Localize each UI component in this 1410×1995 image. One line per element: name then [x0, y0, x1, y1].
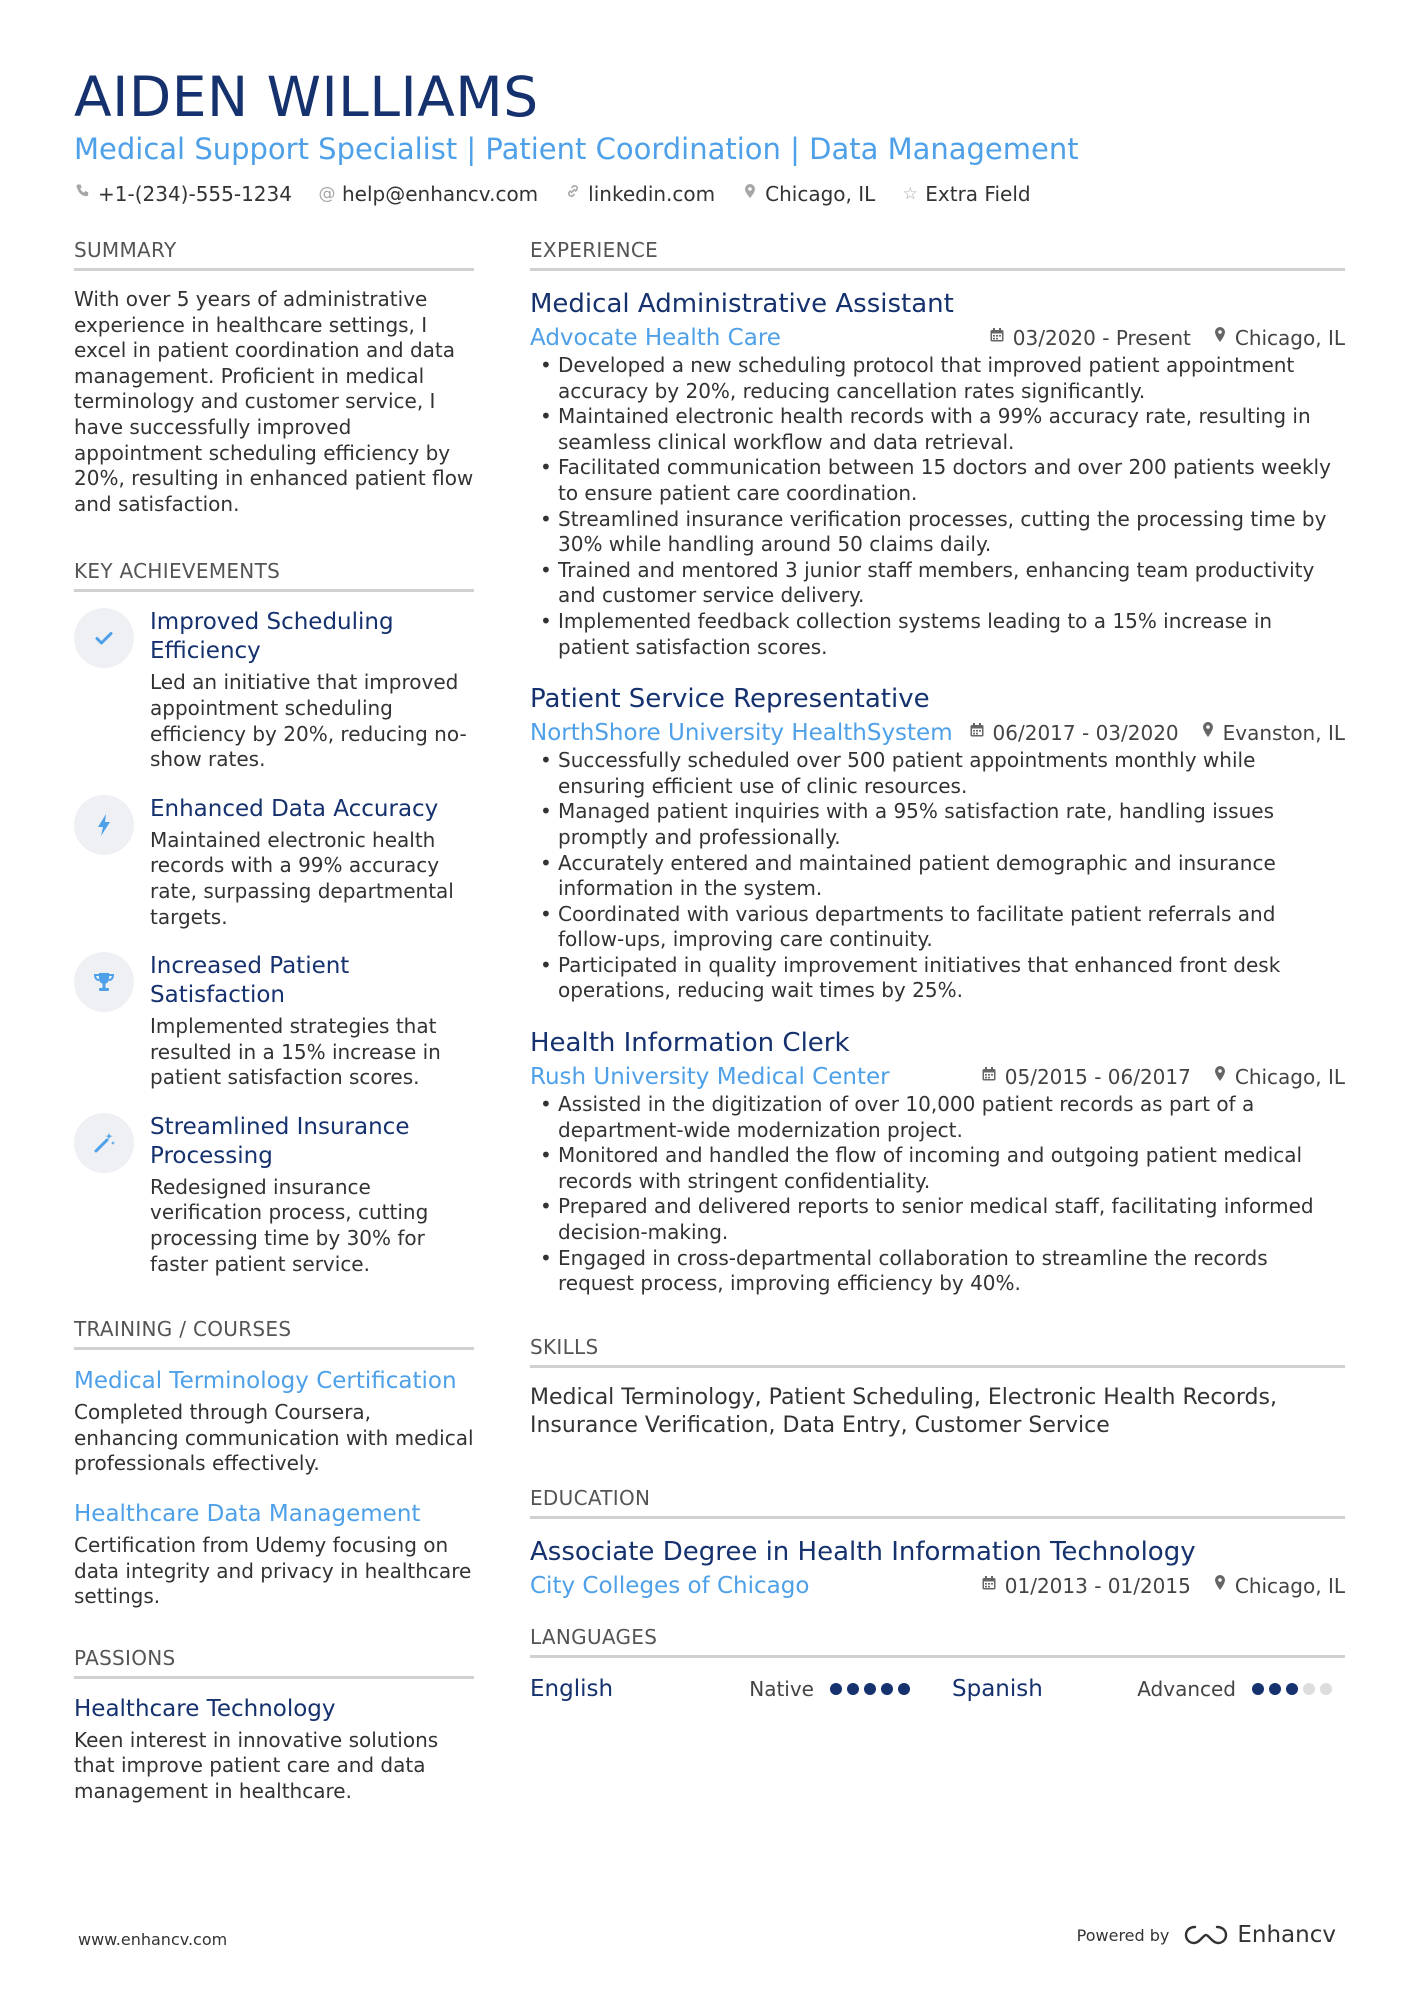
passion-item	[74, 1695, 474, 1805]
education-school: City Colleges of Chicago	[530, 1572, 810, 1599]
job-bullets	[530, 353, 1345, 660]
section-title: SKILLS	[530, 1333, 1345, 1368]
location-icon	[1213, 323, 1227, 353]
job-entry	[530, 287, 1345, 660]
job-bullet: • Engaged in cross-departmental collaboration to streamline the records request process, improving efficiency by 40%.	[530, 1246, 1345, 1297]
star-icon: ☆	[902, 184, 918, 204]
job-bullet: • Prepared and delivered reports to senior medical staff, facilitating informed decision-making.	[530, 1194, 1345, 1245]
course-text: Certification from Udemy focusing on data integrity and privacy in healthcare settings.	[74, 1533, 472, 1609]
section-title: KEY ACHIEVEMENTS	[74, 557, 474, 592]
education-location: Chicago, IL	[1234, 1573, 1345, 1598]
calendar-icon	[981, 1062, 997, 1092]
achievement-text: Maintained electronic health records with a 99% accuracy rate, surpassing departmental targets.	[150, 827, 454, 929]
at-icon: @	[318, 184, 336, 204]
job-dates: 06/2017 - 03/2020	[992, 721, 1179, 746]
right-column	[530, 236, 1345, 1704]
footer-branding	[1077, 1922, 1336, 1948]
contact-linkedin-text: linkedin.com	[588, 182, 716, 206]
enhancv-logo-icon	[1183, 1923, 1229, 1947]
education-degree: Associate Degree in Health Information Technology	[530, 1536, 1196, 1567]
rating-dot-empty	[1303, 1683, 1315, 1695]
job-bullet: • Successfully scheduled over 500 patient appointments monthly while ensuring efficient use of clinic resources.	[530, 748, 1345, 799]
achievement-title: Improved Scheduling Efficiency	[150, 609, 394, 665]
rating-dot-empty	[1320, 1683, 1332, 1695]
brand-name: Enhancv	[1237, 1922, 1336, 1948]
location-icon	[1213, 1062, 1227, 1092]
job-bullet: • Developed a new scheduling protocol that improved patient appointment accuracy by 20%, reducing cancellation rates significantly.	[530, 353, 1345, 404]
achievement-text: Implemented strategies that resulted in a 15% increase in patient satisfaction scores.	[150, 1014, 441, 1090]
location-icon	[1213, 1571, 1227, 1601]
resume-header	[74, 64, 1344, 208]
summary-section	[74, 236, 474, 517]
job-location: Evanston, IL	[1222, 721, 1345, 746]
achievement-item	[74, 952, 474, 1091]
section-title: EXPERIENCE	[530, 236, 1345, 271]
footer-website[interactable]: www.enhancv.com	[78, 1930, 228, 1949]
job-title: Medical Administrative Assistant	[530, 289, 954, 319]
achievement-text: Led an initiative that improved appointment scheduling efficiency by 20%, reducing no-show rates.	[150, 670, 467, 772]
check-icon	[74, 608, 134, 668]
rating-dot-filled	[830, 1683, 842, 1695]
languages-section	[530, 1623, 1345, 1704]
education-section	[530, 1484, 1345, 1601]
job-bullet: • Accurately entered and maintained patient demographic and insurance information in the system.	[530, 851, 1345, 902]
enhancv-logo[interactable]	[1183, 1922, 1336, 1948]
language-item	[952, 1674, 1332, 1704]
job-bullet: • Coordinated with various departments to facilitate patient referrals and follow-ups, improving care continuity.	[530, 902, 1345, 953]
section-title: PASSIONS	[74, 1644, 474, 1679]
rating-dot-filled	[847, 1683, 859, 1695]
language-name: English	[530, 1675, 614, 1702]
contact-location	[741, 180, 875, 208]
passions-section	[74, 1644, 474, 1805]
language-level: Native	[749, 1676, 814, 1701]
job-bullet: • Trained and mentored 3 junior staff members, enhancing team productivity and customer service delivery.	[530, 558, 1345, 609]
job-bullet: • Facilitated communication between 15 doctors and over 200 patients weekly to ensure patient care coordination.	[530, 455, 1345, 506]
job-title: Health Information Clerk	[530, 1028, 850, 1059]
training-section	[74, 1315, 474, 1610]
magic-wand-icon	[74, 1113, 134, 1173]
link-icon	[564, 180, 582, 208]
job-bullets	[530, 1092, 1345, 1297]
course-title: Healthcare Data Management	[74, 1501, 421, 1528]
job-entry	[530, 682, 1345, 1004]
experience-section	[530, 236, 1345, 1297]
section-title: TRAINING / COURSES	[74, 1315, 474, 1350]
candidate-role: Medical Support Specialist | Patient Coordination | Data Management	[74, 132, 1079, 166]
education-entry	[530, 1535, 1345, 1601]
achievement-item	[74, 608, 474, 772]
contact-email[interactable]	[318, 180, 538, 208]
skills-text: Medical Terminology, Patient Scheduling, Electronic Health Records, Insurance Verification, Data Entry, Customer Service	[530, 1384, 1277, 1438]
course-title: Medical Terminology Certification	[74, 1368, 457, 1395]
rating-dot-filled	[1286, 1683, 1298, 1695]
job-location: Chicago, IL	[1234, 326, 1345, 350]
achievements-section	[74, 557, 474, 1277]
lightning-icon	[74, 795, 134, 855]
left-column	[74, 236, 474, 1827]
location-icon	[1201, 718, 1215, 748]
job-dates: 03/2020 - Present	[1012, 326, 1191, 350]
job-bullet: • Monitored and handled the flow of incoming and outgoing patient medical records with stringent confidentiality.	[530, 1143, 1345, 1194]
contact-extra	[901, 180, 1030, 208]
job-entry	[530, 1026, 1345, 1297]
location-icon	[741, 180, 759, 208]
job-bullet: • Participated in quality improvement initiatives that enhanced front desk operations, reducing wait times by 25%.	[530, 953, 1345, 1004]
passion-text: Keen interest in innovative solutions that improve patient care and data management in healthcare.	[74, 1727, 439, 1803]
candidate-name: AIDEN WILLIAMS	[74, 65, 539, 129]
rating-dot-filled	[898, 1683, 910, 1695]
rating-dot-filled	[864, 1683, 876, 1695]
achievement-item	[74, 795, 474, 930]
language-level: Advanced	[1137, 1676, 1236, 1701]
trophy-icon	[74, 952, 134, 1012]
rating-dot-filled	[1269, 1683, 1281, 1695]
job-bullet: • Streamlined insurance verification processes, cutting the processing time by 30% while handling around 50 claims daily.	[530, 507, 1345, 558]
achievement-item	[74, 1113, 474, 1277]
passion-title: Healthcare Technology	[74, 1695, 336, 1722]
skills-section	[530, 1333, 1345, 1440]
contact-email-text: help@enhancv.com	[341, 182, 539, 206]
phone-icon	[74, 180, 92, 208]
achievement-title: Enhanced Data Accuracy	[150, 795, 439, 822]
job-bullet: • Assisted in the digitization of over 10,000 patient records as part of a department-wide modernization project.	[530, 1092, 1345, 1143]
job-title: Patient Service Representative	[530, 684, 930, 715]
rating-dot-filled	[881, 1683, 893, 1695]
course-item	[74, 1499, 474, 1610]
job-bullets	[530, 748, 1345, 1004]
job-company: Advocate Health Care	[530, 325, 781, 351]
job-dates: 05/2015 - 06/2017	[1004, 1065, 1191, 1090]
language-rating	[1252, 1683, 1332, 1695]
achievement-text: Redesigned insurance verification process, cutting processing time by 30% for faster patient service.	[150, 1174, 429, 1276]
job-bullet: • Maintained electronic health records with a 99% accuracy rate, resulting in seamless clinical workflow and data retrieval.	[530, 404, 1345, 455]
contact-location-text: Chicago, IL	[765, 182, 876, 206]
job-location: Chicago, IL	[1234, 1065, 1345, 1090]
contact-extra-text: Extra Field	[925, 182, 1031, 206]
section-title: LANGUAGES	[530, 1623, 1345, 1658]
achievement-title: Streamlined Insurance Processing	[150, 1113, 410, 1169]
calendar-icon	[981, 1571, 997, 1601]
job-company: Rush University Medical Center	[530, 1064, 890, 1091]
job-bullet: • Managed patient inquiries with a 95% satisfaction rate, handling issues promptly and professionally.	[530, 799, 1345, 850]
section-title: SUMMARY	[74, 236, 474, 271]
calendar-icon	[969, 718, 985, 748]
course-text: Completed through Coursera, enhancing communication with medical professionals effectively.	[74, 1400, 474, 1476]
contact-linkedin[interactable]	[564, 180, 715, 208]
rating-dot-filled	[1252, 1683, 1264, 1695]
education-dates: 01/2013 - 01/2015	[1004, 1573, 1191, 1598]
language-item	[530, 1674, 910, 1704]
calendar-icon	[989, 323, 1005, 353]
contact-bar	[74, 180, 1344, 208]
job-bullet: • Implemented feedback collection systems leading to a 15% increase in patient satisfaction scores.	[530, 609, 1345, 660]
language-rating	[830, 1683, 910, 1695]
language-name: Spanish	[952, 1675, 1043, 1702]
section-title: EDUCATION	[530, 1484, 1345, 1519]
powered-by-label: Powered by	[1076, 1925, 1170, 1945]
achievement-title: Increased Patient Satisfaction	[150, 953, 350, 1009]
course-item	[74, 1366, 474, 1477]
job-company: NorthShore University HealthSystem	[530, 720, 953, 747]
contact-phone[interactable]	[74, 180, 292, 208]
contact-phone-text: +1-(234)-555-1234	[98, 182, 292, 206]
summary-text: With over 5 years of administrative experience in healthcare settings, I excel in patient coordination and data management. Proficient in medical terminology and customer service, I have successfully improved appointment scheduling efficiency by 20%, resulting in enhanced patient flow and satisfaction.	[74, 287, 474, 516]
